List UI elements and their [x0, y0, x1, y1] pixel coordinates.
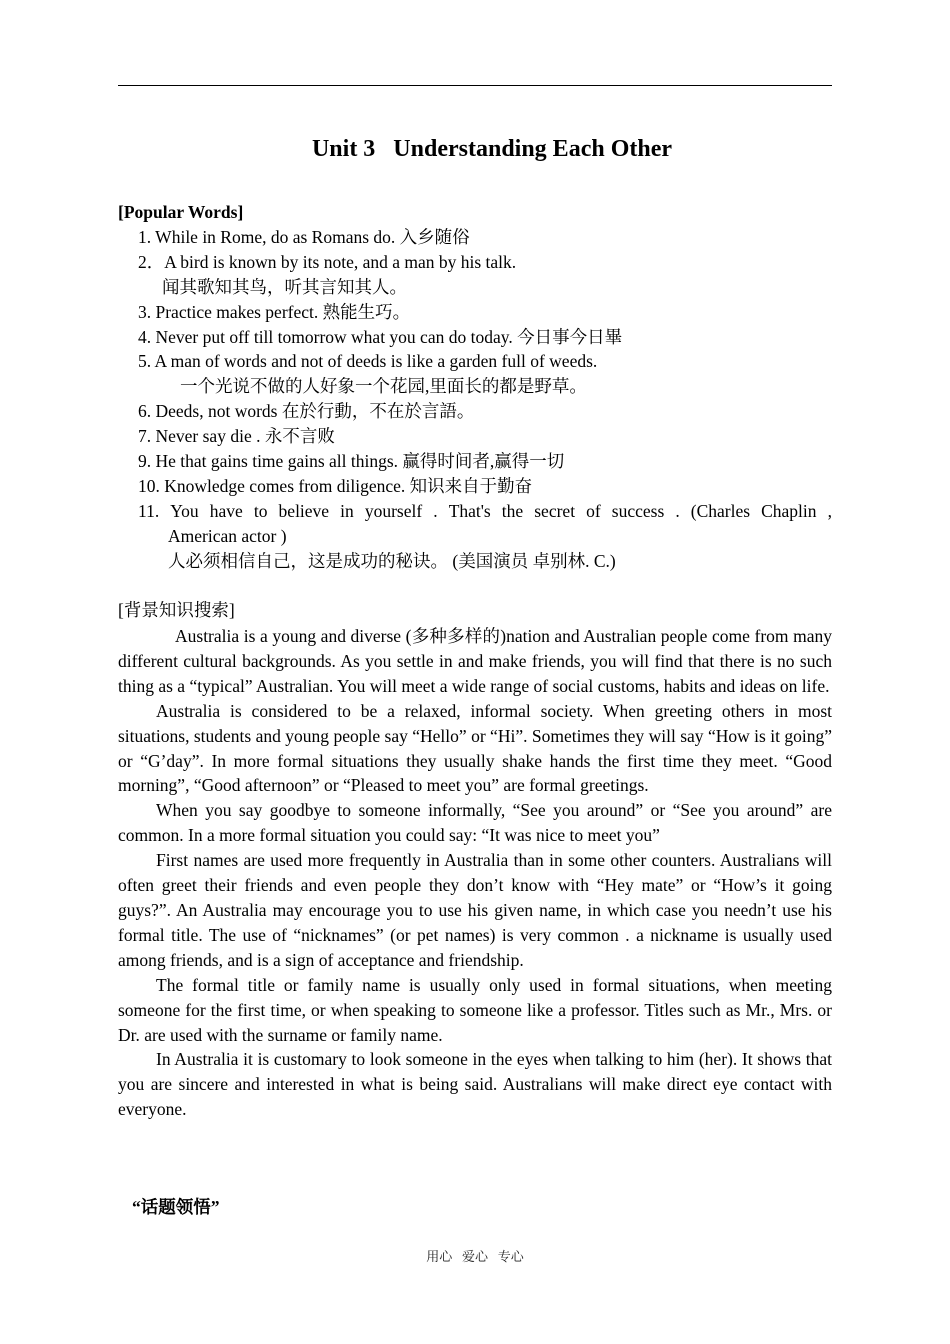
paragraph: The formal title or family name is usually only used in formal situations, when meeting someone for the first time, or when speaking to someone like a professor. Titles such as Mr., Mrs. or Dr. are used with the surname or family name. — [118, 974, 832, 1045]
word: believe — [278, 501, 330, 521]
popular-words-label: [Popular Words] — [118, 202, 244, 222]
paragraph: In Australia it is customary to look someone in the eyes when talking to him (her). It shows that you are sincere and interested in what is being said. Australians will make direct eye contact with everyone. — [118, 1049, 832, 1120]
proverb-item: 1. While in Rome, do as Romans do. 入乡随俗 — [138, 227, 470, 247]
background-passage — [118, 624, 832, 1122]
proverb-item: 4. Never put off till tomorrow what you can do today. 今日事今日畢 — [138, 327, 623, 347]
proverb-item: 6. Deeds, not words 在於行動，不在於言語。 — [138, 401, 475, 421]
proverb-item: 10. Knowledge comes from diligence. 知识来自于勤奋 — [138, 476, 533, 496]
word: secret — [534, 501, 576, 521]
proverb-11-attribution: American actor ) — [168, 525, 287, 546]
header-rule — [118, 85, 832, 86]
word: have — [209, 501, 243, 521]
word: 11. — [138, 501, 160, 521]
word: (Charles — [690, 501, 751, 521]
word: in — [340, 501, 354, 521]
proverb-translation: 一个光说不做的人好象一个花园,里面长的都是野草。 — [180, 376, 587, 396]
topic-section-label: “话题领悟” — [132, 1197, 220, 1217]
word: to — [253, 501, 268, 521]
word: You — [170, 501, 199, 521]
proverb-item-11 — [138, 499, 832, 573]
proverb-11-translation: 人必须相信自己，这是成功的秘诀。 (美国演员 卓别林. C.) — [168, 550, 616, 571]
word: of — [586, 501, 601, 521]
word: Chaplin — [761, 501, 817, 521]
paragraph: Australia is a young and diverse (多种多样的)nation and Australian people come from many different cultural backgrounds. As you settle in and make friends, you will find that there is no such thing as a “typical” Australian. You will meet a wide range of social customs, habits and ideas on life. — [118, 626, 832, 696]
proverb-item: 3. Practice makes perfect. 熟能生巧。 — [138, 302, 411, 322]
paragraph: Australia is considered to be a relaxed, informal society. When greeting others in most situations, students and young people say “Hello” or “Hi”. Sometimes they will say “How is it going” or “G’day”. In more formal situations they usually shake hands the first time they meet. “Good morning”, “Good afternoon” or “Pleased to meet you” are formal greetings. — [118, 700, 832, 796]
word: . — [433, 501, 438, 521]
word: yourself — [364, 501, 423, 521]
proverb-item: 2．A bird is known by its note, and a man by his talk. — [138, 252, 517, 272]
proverb-translation: 闻其歌知其鸟，听其言知其人。 — [162, 277, 407, 297]
paragraph: When you say goodbye to someone informally, “See you around” or “See you around” are common. In a more formal situation you could say: “It was nice to meet you” — [118, 800, 832, 846]
page-footer: 用心 爱心 专心 — [426, 1249, 524, 1264]
word: success — [611, 501, 665, 521]
proverb-item: 9. He that gains time gains all things. 赢得时间者,赢得一切 — [138, 451, 565, 471]
word: . — [675, 501, 680, 521]
background-section-label: [背景知识搜索] — [118, 600, 235, 620]
page-title: Unit 3 Understanding Each Other — [311, 136, 673, 162]
proverb-item: 5. A man of words and not of deeds is like a garden full of weeds. — [138, 351, 598, 371]
word: , — [827, 501, 832, 521]
word: the — [501, 501, 524, 521]
word: That's — [448, 501, 491, 521]
proverb-item: 7. Never say die . 永不言败 — [138, 426, 335, 446]
paragraph: First names are used more frequently in Australia than in some other counters. Australians will often greet their friends and even people they don’t know with “Hey mate” or “How’s it going guys?”. An Australia may encourage you to use his given name, in which case you needn’t use his formal title. The use of “nicknames” (or pet names) is very common . a nickname is usually used among friends, and is a sign of acceptance and friendship. — [118, 850, 832, 970]
proverb-11-line — [138, 499, 832, 524]
